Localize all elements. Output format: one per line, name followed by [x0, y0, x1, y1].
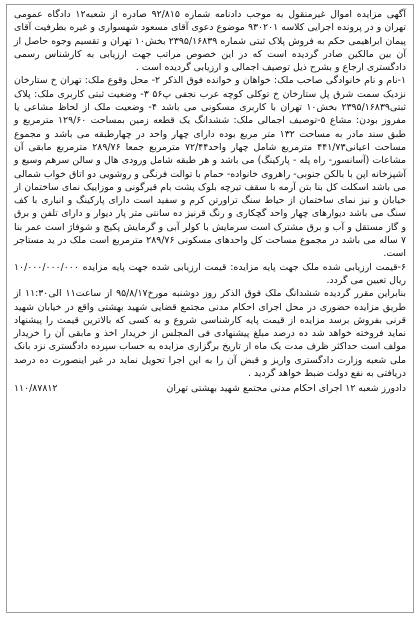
notice-appraisal-price-paragraph: ۶-قیمت ارزیابی شده ملک جهت پایه مزایده: قیمت ارزیابی شده جهت پایه مزایده ۱۰/۰۰۰/۰۰۰/۰۰۰ ریال تعیین می گردد.: [14, 261, 406, 286]
notice-code: ۱۱۰/۸۷۸۱۲: [14, 383, 58, 395]
notice-footer: [14, 382, 406, 395]
notice-signature: دادورز شعبه ۱۲ اجرای احکام مدنی مجتمع شهید بهشتی تهران: [166, 383, 406, 395]
notice-property-description-paragraph: ۱-نام و نام خانوادگی صاحب ملک: خواهان و خوانده فوق الذکر ۲- محل وقوع ملک: تهران خ ستارخان نزدیک سمت شرق پل ستارخان خ توکلی کوچه عرب نجفی پ۵۶ ۳- وضعیت ثبتی کاربری ملک: پلاک ثبتی۲۳۹۵/۱۶۸۳۹ بخش۱۰ تهران با کاربری مسکونی می باشد ۴- وضعیت ملک از لحاظ مشاعی یا مفروز بودن: مشاع ۵-توصیف اجمالی ملک: ششدانگ یک قطعه زمین بمساحت ۱۲۹/۶۰ مترمربع و طبق سند مادر به مساحت ۱۳۲ متر مربع بوده دارای چهار واحد در چهارطبقه می باشد و مجموع مساحت اعیانی۴۴۱/۷۳ مترمربع شامل چهار واحد۷۲/۴۴ مترمربع جمعا ۲۸۹/۷۶ مترمربع مابقی آن مشاعات (آسانسور- راه پله - پارکینگ) می باشد و هر طبقه شامل ورودی هال و سالن سرهم وسیع و آشپزخانه اپن با بالکن جنوبی- راهروی خانواده- حمام با توالت فرنگی و روشویی دو اتاق خواب شمالی می باشد اسکلت کل بنا بتن آرمه با سقف تیرچه بلوک پشت بام قیرگونی و موزاییک نمای ساختمان از خیابان و نیز نمای ساختمان از حیاط سنگ تراورتن کرم و سفید است دارای پارکینگ و انباری با کف سنگ می باشد دیوارهای چهار واحد گچکاری و رنگ قرنیز ده سانتی متر پار دیوار و دارای تلفن و برق و گاز مستقل و آب و برق مشترک است سرمایش با کولر آبی و گرمایش پکیج و شوفاژ است عمر بنا ۷ ساله می باشد در مجموع مساحت کل واحدهای مسکونی ۲۸۹/۷۶ مترمربع است ملک در ید مستاجر است.: [14, 75, 407, 260]
notice-intro-paragraph: آگهی مزایده اموال غیرمنقول به موجب دادنامه شماره ۹۲/۸۱۵ صادره از شعبه۱۲ دادگاه عمومی تهران و در پرونده اجرایی کلاسه ۹۳۰۲۰۱ موضوع دعوی آقای مسعود شهسواری و غیره بطرفیت آقای پیمان ابراهیمی حکم به فروش پلاک ثبتی شماره ۲۳۹۵/۱۶۸۳۹ بخش۱۰ تهران و تقسیم وجوه حاصل از آن بین مالکین صادر گردیده است که در این خصوص مراتب جهت ارزیابی به کارشناس رسمی دادگستری ارجاع و بشرح ذیل توصیف اجمالی و ارزیابی گردیده است .: [14, 9, 406, 74]
auction-notice: [6, 4, 414, 613]
notice-auction-terms-paragraph: بنابراین مقرر گردیده ششدانگ ملک فوق الذکر روز دوشنبه مورخ۹۵/۸/۱۷ از ساعت۱۱ الی۱۱:۳۰ از طریق مزایده حضوری در محل اجرای احکام مدنی مجتمع قضایی شهید بهشتی واقع در خیابان شهید قرنی بفروش برسد مزایده از قیمت پایه کارشناسی شروع و به کسی که بالاترین قیمت را پیشنهاد نماید فروخته خواهد شد ده درصد مبلغ پیشنهادی فی المجلس از خریدار اخذ و مابقی آن را خریدار مولف است حداکثر ظرف مدت یک ماه از تاریخ برگزاری مزایده به حساب سپرده دادگستری نزد بانک ملی شعبه وزارت دادگستری واریز و قبض آن را به این اجرا تحویل نماید در غیر اینصورت ده درصد دریافتی به نفع دولت ضبط خواهد گردید .: [14, 288, 406, 380]
